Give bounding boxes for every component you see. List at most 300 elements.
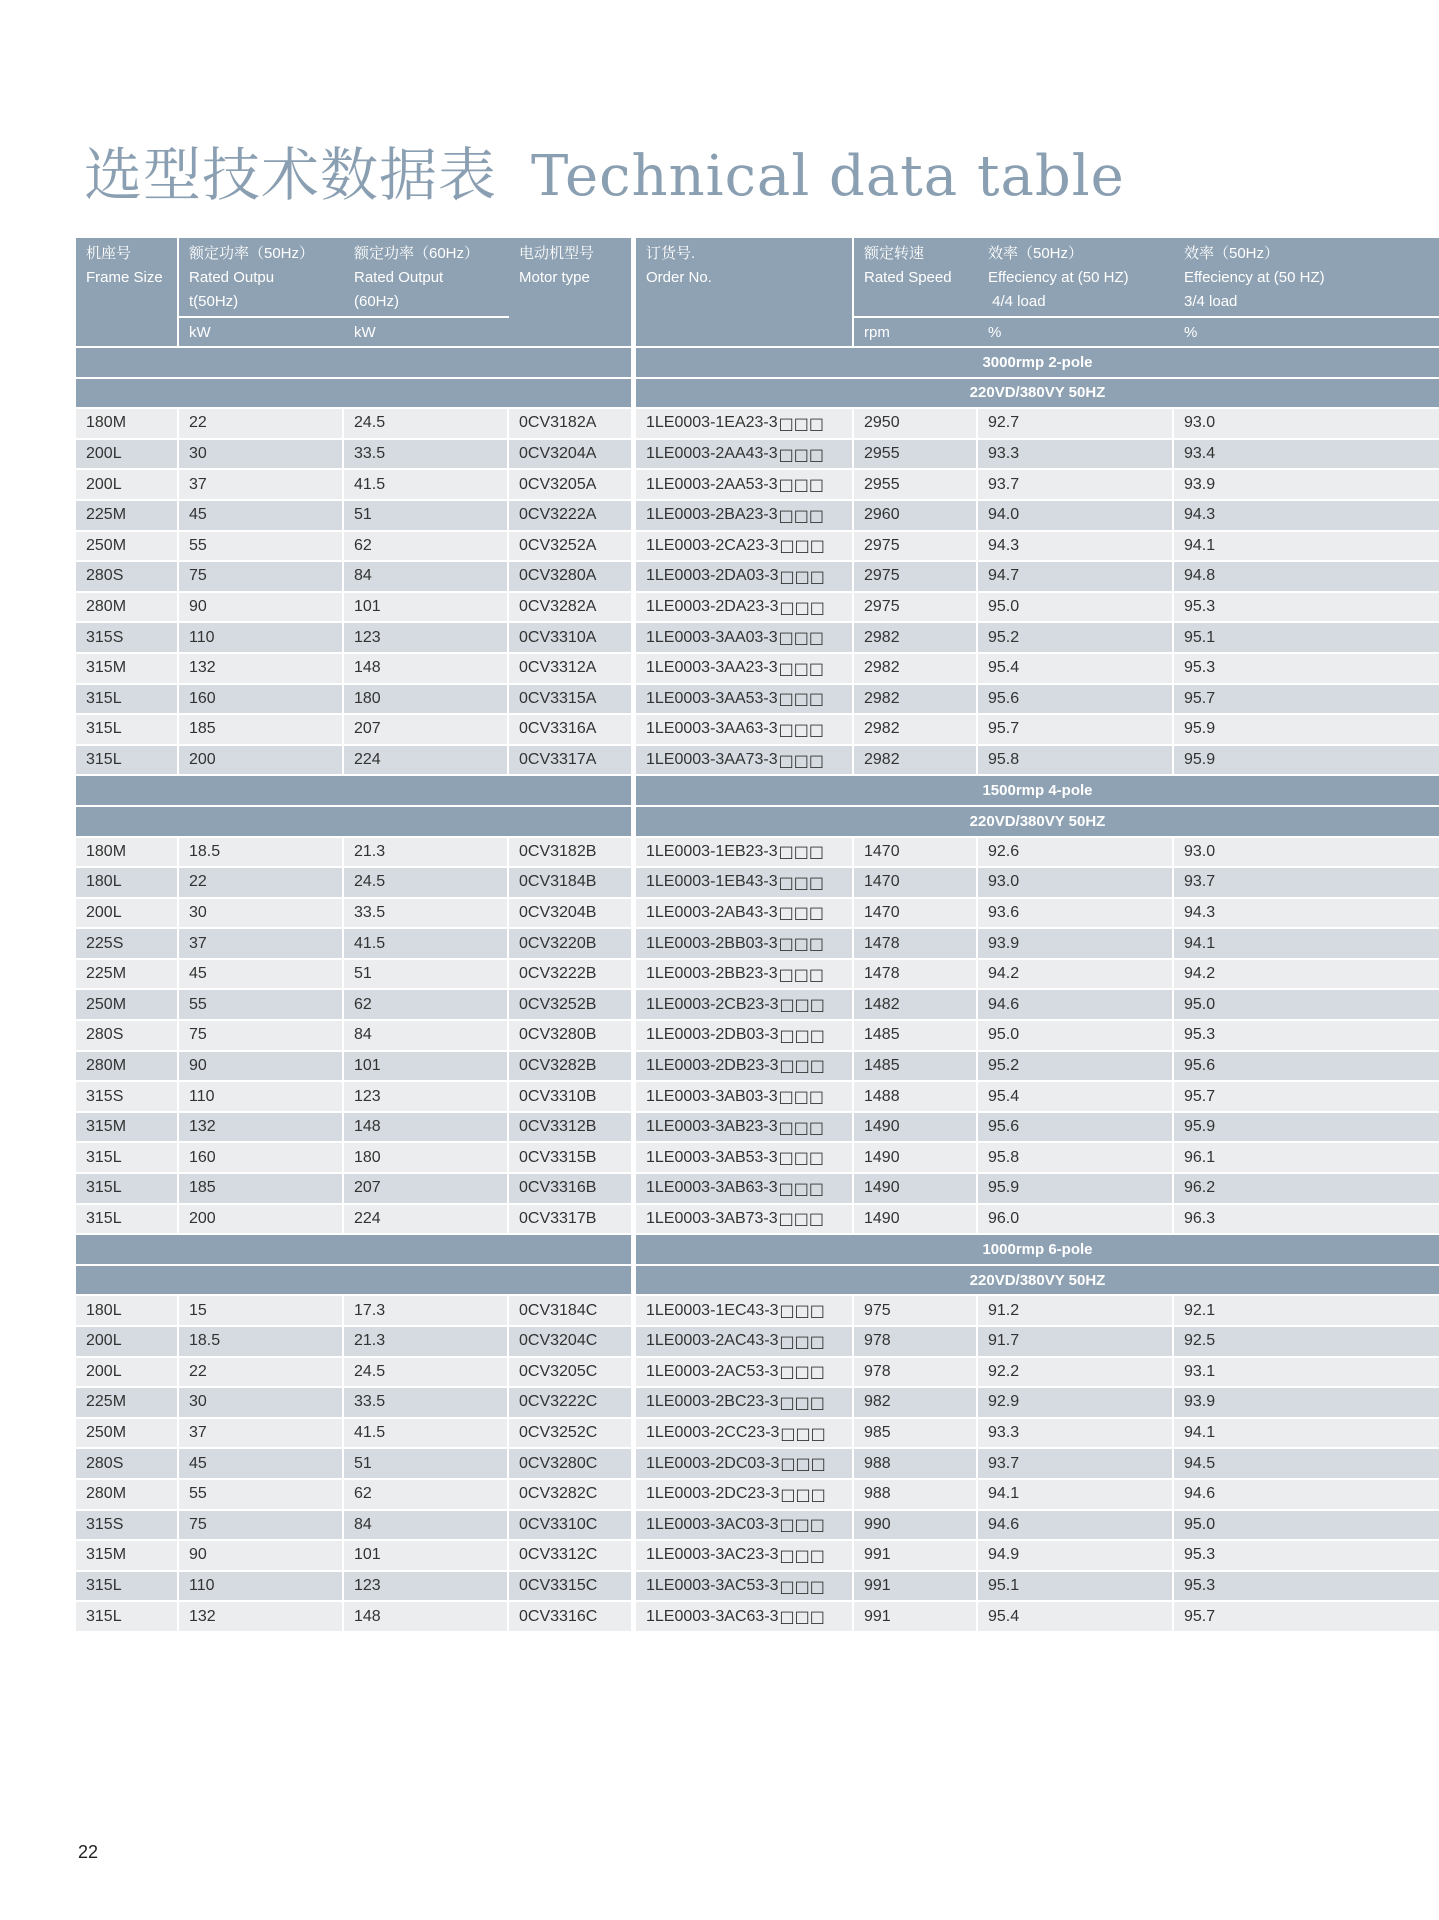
cell-order-no [636,1572,854,1601]
cell-rated-output-60hz [344,1358,509,1387]
rated-output-60hz-value: 33.5 [354,903,386,921]
cell-motor-type [509,899,633,928]
frame-size-value: 180M [86,414,127,432]
cell-motor-type [509,1602,633,1631]
cell-motor-type [509,990,633,1019]
efficiency-44-value: 95.8 [988,1148,1020,1166]
rated-output-50hz-value: 110 [189,1087,215,1105]
cell-efficiency-34 [1174,1205,1439,1234]
cell-efficiency-44 [978,562,1174,591]
motor-type-value: 0CV3316A [519,720,597,738]
efficiency-44-value: 95.6 [988,1118,1020,1136]
header-p60-en2: (60Hz) [354,293,400,310]
cell-efficiency-34 [1174,532,1439,561]
rated-output-50hz-value: 185 [189,1179,216,1197]
rated-output-60hz-value: 101 [354,1056,381,1074]
motor-type-value: 0CV3205A [519,475,597,493]
rated-output-50hz-value: 55 [189,1485,207,1503]
cell-rated-output-60hz [344,1327,509,1356]
order-suffix-boxes: □□□ [778,750,825,770]
cell-frame-size [76,1082,179,1111]
cell-rated-output-60hz [344,1602,509,1631]
cell-rated-output-60hz [344,1388,509,1417]
cell-efficiency-44 [978,746,1174,775]
rated-output-60hz-value: 51 [354,965,372,983]
motor-type-value: 0CV3252B [519,995,597,1013]
cell-frame-size [76,1572,179,1601]
efficiency-34-value: 93.0 [1184,842,1216,860]
cell-rated-output-50hz [179,1174,344,1203]
header-eff34-load: 3/4 load [1184,293,1238,310]
rated-output-50hz-value: 22 [189,1362,207,1380]
cell-rated-speed [854,532,978,561]
cell-rated-output-60hz [344,1143,509,1172]
motor-type-value: 0CV3317B [519,1209,597,1227]
cell-motor-type [509,1419,633,1448]
cell-order-no [636,899,854,928]
header-p60-cn: 额定功率（60Hz） [354,245,480,262]
cell-rated-output-60hz [344,1449,509,1478]
cell-order-no [636,409,854,438]
order-suffix-boxes: □□□ [778,413,825,433]
header-p60 [344,238,509,348]
rated-output-50hz-value: 110 [189,1577,215,1595]
cell-rated-output-50hz [179,685,344,714]
efficiency-44-value: 93.6 [988,903,1020,921]
efficiency-44-value: 95.9 [988,1179,1020,1197]
order-suffix-boxes: □□□ [778,628,825,648]
efficiency-44-value: 92.2 [988,1362,1020,1380]
table-row [76,1327,1439,1358]
order-no-value: 1LE0003-2CA23-3 [646,536,779,554]
rated-output-60hz-value: 207 [354,720,381,738]
cell-order-no [636,1327,854,1356]
cell-rated-output-50hz [179,562,344,591]
table-row [76,685,1439,716]
cell-efficiency-34 [1174,1419,1439,1448]
rated-speed-value: 985 [864,1424,891,1442]
table-row [76,623,1439,654]
cell-efficiency-44 [978,654,1174,683]
section-title: 1000rmp 6-pole [636,1235,1439,1264]
frame-size-value: 315L [86,1209,122,1227]
efficiency-44-value: 94.9 [988,1546,1020,1564]
cell-rated-speed [854,715,978,744]
rated-speed-value: 991 [864,1577,891,1595]
table-row [76,868,1439,899]
cell-frame-size [76,1296,179,1325]
cell-rated-speed [854,1327,978,1356]
frame-size-value: 315L [86,751,122,769]
rated-output-50hz-value: 90 [189,1056,207,1074]
table-row [76,1052,1439,1083]
efficiency-44-value: 94.6 [988,1515,1020,1533]
order-no-value: 1LE0003-3AC03-3 [646,1515,779,1533]
cell-frame-size [76,838,179,867]
rated-speed-value: 1490 [864,1118,900,1136]
frame-size-value: 225M [86,506,127,524]
rated-speed-value: 990 [864,1515,891,1533]
header-eff-34 [1174,238,1439,348]
cell-rated-output-50hz [179,715,344,744]
cell-rated-output-50hz [179,1511,344,1540]
rated-output-60hz-value: 33.5 [354,445,386,463]
header-p60-en: Rated Output [354,269,444,286]
order-no-value: 1LE0003-3AA03-3 [646,628,778,646]
cell-rated-output-50hz [179,990,344,1019]
cell-efficiency-44 [978,1113,1174,1142]
order-no-value: 1LE0003-2DA23-3 [646,598,779,616]
order-suffix-boxes: □□□ [779,1362,825,1382]
efficiency-44-value: 93.7 [988,1454,1020,1472]
cell-frame-size [76,715,179,744]
efficiency-44-value: 94.6 [988,995,1020,1013]
rated-output-60hz-value: 148 [354,1607,381,1625]
rated-output-60hz-value: 148 [354,659,381,677]
motor-type-value: 0CV3315C [519,1577,598,1595]
section-row-blank [76,348,633,377]
table-row [76,470,1439,501]
rated-speed-value: 1478 [864,965,900,983]
cell-efficiency-44 [978,440,1174,469]
cell-rated-output-50hz [179,929,344,958]
section-row-blank [76,807,633,836]
efficiency-44-value: 94.3 [988,536,1020,554]
order-suffix-boxes: □□□ [778,1148,825,1168]
efficiency-34-value: 94.5 [1184,1454,1216,1472]
rated-output-50hz-value: 132 [189,659,216,677]
efficiency-34-value: 96.1 [1184,1148,1216,1166]
cell-order-no [636,990,854,1019]
rated-output-50hz-value: 22 [189,414,207,432]
motor-type-value: 0CV3182B [519,842,597,860]
rated-output-60hz-value: 51 [354,506,372,524]
cell-rated-speed [854,409,978,438]
table-row [76,1174,1439,1205]
cell-motor-type [509,868,633,897]
rated-output-50hz-value: 75 [189,1026,207,1044]
cell-efficiency-44 [978,960,1174,989]
rated-output-60hz-value: 41.5 [354,934,386,952]
header-frame-en: Frame Size [86,269,163,286]
cell-frame-size [76,654,179,683]
frame-size-value: 180L [86,1301,122,1319]
cell-rated-speed [854,1174,978,1203]
order-suffix-boxes: □□□ [779,995,825,1015]
cell-motor-type [509,1174,633,1203]
header-speed-cn: 额定转速 [864,245,925,262]
rated-output-50hz-value: 30 [189,445,207,463]
order-no-value: 1LE0003-3AB73-3 [646,1209,778,1227]
cell-rated-output-50hz [179,1388,344,1417]
cell-rated-output-50hz [179,532,344,561]
header-order-cn: 订货号. [646,245,696,262]
cell-rated-output-50hz [179,1296,344,1325]
efficiency-44-value: 94.2 [988,965,1020,983]
cell-order-no [636,532,854,561]
section-title: 3000rmp 2-pole [636,348,1439,377]
cell-order-no [636,1541,854,1570]
rated-output-60hz-value: 21.3 [354,1332,386,1350]
rated-speed-value: 991 [864,1546,891,1564]
order-suffix-boxes: □□□ [779,1025,825,1045]
cell-frame-size [76,868,179,897]
rated-output-50hz-value: 75 [189,1515,207,1533]
cell-efficiency-34 [1174,838,1439,867]
efficiency-44-value: 95.2 [988,628,1020,646]
cell-order-no [636,654,854,683]
rated-output-60hz-value: 148 [354,1118,381,1136]
order-suffix-boxes: □□□ [780,1454,826,1474]
order-suffix-boxes: □□□ [779,597,825,617]
header-order-en: Order No. [646,269,712,286]
frame-size-value: 315L [86,1148,122,1166]
order-suffix-boxes: □□□ [778,719,825,739]
cell-rated-output-60hz [344,593,509,622]
cell-efficiency-44 [978,1021,1174,1050]
rated-output-50hz-value: 45 [189,506,207,524]
cell-motor-type [509,685,633,714]
rated-output-50hz-value: 110 [189,628,215,646]
cell-rated-speed [854,990,978,1019]
rated-output-50hz-value: 90 [189,598,207,616]
cell-efficiency-34 [1174,562,1439,591]
cell-frame-size [76,501,179,530]
motor-type-value: 0CV3316C [519,1607,598,1625]
table-row [76,1449,1439,1480]
order-no-value: 1LE0003-2DA03-3 [646,567,779,585]
frame-size-value: 315L [86,1577,122,1595]
cell-efficiency-44 [978,1541,1174,1570]
order-suffix-boxes: □□□ [778,1117,825,1137]
frame-size-value: 315S [86,628,124,646]
frame-size-value: 315M [86,1546,127,1564]
rated-speed-value: 2975 [864,567,900,585]
cell-rated-speed [854,1296,978,1325]
rated-output-50hz-value: 15 [189,1301,207,1319]
order-suffix-boxes: □□□ [778,689,825,709]
header-p50-en2: t(50Hz) [189,293,239,310]
motor-type-value: 0CV3312C [519,1546,598,1564]
cell-frame-size [76,1419,179,1448]
page-title [84,128,1125,212]
frame-size-value: 250M [86,1424,127,1442]
cell-motor-type [509,1388,633,1417]
table-row [76,1082,1439,1113]
cell-rated-output-60hz [344,623,509,652]
cell-rated-output-60hz [344,501,509,530]
order-suffix-boxes: □□□ [778,505,825,525]
cell-order-no [636,501,854,530]
rated-output-60hz-value: 24.5 [354,414,386,432]
section-voltage-row [76,379,1439,410]
efficiency-34-value: 95.7 [1184,1607,1216,1625]
table-row [76,1602,1439,1633]
page-title-cn: 选型技术数据表 [84,141,498,209]
rated-speed-value: 1490 [864,1209,900,1227]
cell-order-no [636,1358,854,1387]
efficiency-44-value: 95.2 [988,1056,1020,1074]
cell-frame-size [76,1449,179,1478]
header-frame-size [76,238,179,348]
rated-output-60hz-value: 24.5 [354,1362,386,1380]
cell-frame-size [76,440,179,469]
rated-speed-value: 1490 [864,1179,900,1197]
cell-efficiency-44 [978,1358,1174,1387]
rated-speed-value: 2982 [864,751,900,769]
rated-output-50hz-value: 132 [189,1118,216,1136]
order-no-value: 1LE0003-2BB23-3 [646,965,778,983]
cell-efficiency-44 [978,899,1174,928]
order-suffix-boxes: □□□ [779,566,825,586]
cell-rated-output-60hz [344,838,509,867]
rated-output-50hz-value: 18.5 [189,1332,221,1350]
cell-efficiency-34 [1174,1021,1439,1050]
cell-rated-speed [854,1572,978,1601]
motor-type-value: 0CV3184C [519,1301,598,1319]
cell-motor-type [509,929,633,958]
order-suffix-boxes: □□□ [779,1392,825,1412]
cell-rated-speed [854,960,978,989]
order-suffix-boxes: □□□ [778,658,825,678]
order-suffix-boxes: □□□ [778,903,825,923]
efficiency-34-value: 95.3 [1184,1546,1216,1564]
rated-output-50hz-value: 200 [189,751,216,769]
order-no-value: 1LE0003-3AB03-3 [646,1087,778,1105]
rated-speed-value: 982 [864,1393,891,1411]
cell-rated-output-50hz [179,654,344,683]
section-title: 1500rmp 4-pole [636,776,1439,805]
order-no-value: 1LE0003-3AA53-3 [646,689,778,707]
cell-rated-output-50hz [179,1082,344,1111]
efficiency-34-value: 94.2 [1184,965,1216,983]
table-row [76,990,1439,1021]
cell-frame-size [76,746,179,775]
cell-frame-size [76,1388,179,1417]
efficiency-34-value: 95.9 [1184,720,1216,738]
order-no-value: 1LE0003-3AB53-3 [646,1148,778,1166]
efficiency-34-value: 93.9 [1184,475,1216,493]
frame-size-value: 200L [86,475,122,493]
section-row-blank [76,379,633,408]
rated-speed-value: 988 [864,1485,891,1503]
efficiency-34-value: 94.1 [1184,1424,1216,1442]
motor-type-value: 0CV3204C [519,1332,598,1350]
table-row [76,593,1439,624]
cell-rated-output-50hz [179,440,344,469]
cell-efficiency-44 [978,623,1174,652]
motor-type-value: 0CV3204B [519,903,597,921]
cell-rated-output-50hz [179,868,344,897]
cell-rated-output-50hz [179,960,344,989]
frame-size-value: 280S [86,1454,124,1472]
efficiency-34-value: 95.7 [1184,1087,1216,1105]
efficiency-44-value: 91.7 [988,1332,1020,1350]
efficiency-44-value: 96.0 [988,1209,1020,1227]
efficiency-44-value: 93.3 [988,1424,1020,1442]
cell-order-no [636,562,854,591]
cell-efficiency-44 [978,1296,1174,1325]
cell-rated-output-50hz [179,1449,344,1478]
cell-motor-type [509,532,633,561]
cell-motor-type [509,715,633,744]
cell-rated-output-60hz [344,654,509,683]
cell-efficiency-44 [978,501,1174,530]
cell-frame-size [76,1511,179,1540]
efficiency-34-value: 93.0 [1184,414,1216,432]
cell-efficiency-34 [1174,440,1439,469]
rated-speed-value: 1470 [864,873,900,891]
efficiency-44-value: 95.0 [988,598,1020,616]
cell-rated-speed [854,623,978,652]
cell-rated-output-50hz [179,1572,344,1601]
cell-efficiency-34 [1174,593,1439,622]
cell-order-no [636,1419,854,1448]
cell-efficiency-34 [1174,715,1439,744]
efficiency-34-value: 95.6 [1184,1056,1216,1074]
order-no-value: 1LE0003-3AA63-3 [646,720,778,738]
cell-motor-type [509,1205,633,1234]
efficiency-34-value: 92.5 [1184,1332,1216,1350]
section-voltage-row [76,1266,1439,1297]
frame-size-value: 280M [86,598,127,616]
cell-frame-size [76,532,179,561]
cell-motor-type [509,1358,633,1387]
order-no-value: 1LE0003-2CC23-3 [646,1424,780,1442]
cell-efficiency-34 [1174,1296,1439,1325]
order-suffix-boxes: □□□ [778,1178,825,1198]
table-row [76,1296,1439,1327]
rated-output-60hz-value: 224 [354,751,381,769]
cell-rated-output-60hz [344,562,509,591]
cell-order-no [636,1082,854,1111]
order-no-value: 1LE0003-1EB43-3 [646,873,778,891]
cell-rated-output-50hz [179,899,344,928]
cell-rated-output-60hz [344,1113,509,1142]
frame-size-value: 315M [86,1118,127,1136]
order-no-value: 1LE0003-2DB23-3 [646,1056,779,1074]
cell-rated-speed [854,1205,978,1234]
cell-rated-output-50hz [179,1052,344,1081]
cell-efficiency-34 [1174,685,1439,714]
table-row [76,1358,1439,1389]
order-suffix-boxes: □□□ [779,1545,825,1565]
rated-output-60hz-value: 62 [354,1485,372,1503]
frame-size-value: 180M [86,842,127,860]
cell-rated-speed [854,654,978,683]
table-row [76,1021,1439,1052]
rated-speed-value: 2982 [864,628,900,646]
motor-type-value: 0CV3182A [519,414,597,432]
order-suffix-boxes: □□□ [778,1087,825,1107]
rated-output-60hz-value: 180 [354,689,381,707]
table-row [76,501,1439,532]
order-no-value: 1LE0003-3AC23-3 [646,1546,779,1564]
motor-type-value: 0CV3310A [519,628,597,646]
cell-efficiency-44 [978,1602,1174,1631]
frame-size-value: 315L [86,1607,122,1625]
cell-rated-output-60hz [344,470,509,499]
order-suffix-boxes: □□□ [778,964,825,984]
header-speed [854,238,978,348]
frame-size-value: 280M [86,1485,127,1503]
efficiency-44-value: 94.7 [988,567,1020,585]
cell-order-no [636,685,854,714]
rated-output-50hz-value: 37 [189,1424,207,1442]
order-suffix-boxes: □□□ [779,1515,825,1535]
header-motor-cn: 电动机型号 [519,245,595,262]
section-voltage: 220VD/380VY 50HZ [636,1266,1439,1295]
